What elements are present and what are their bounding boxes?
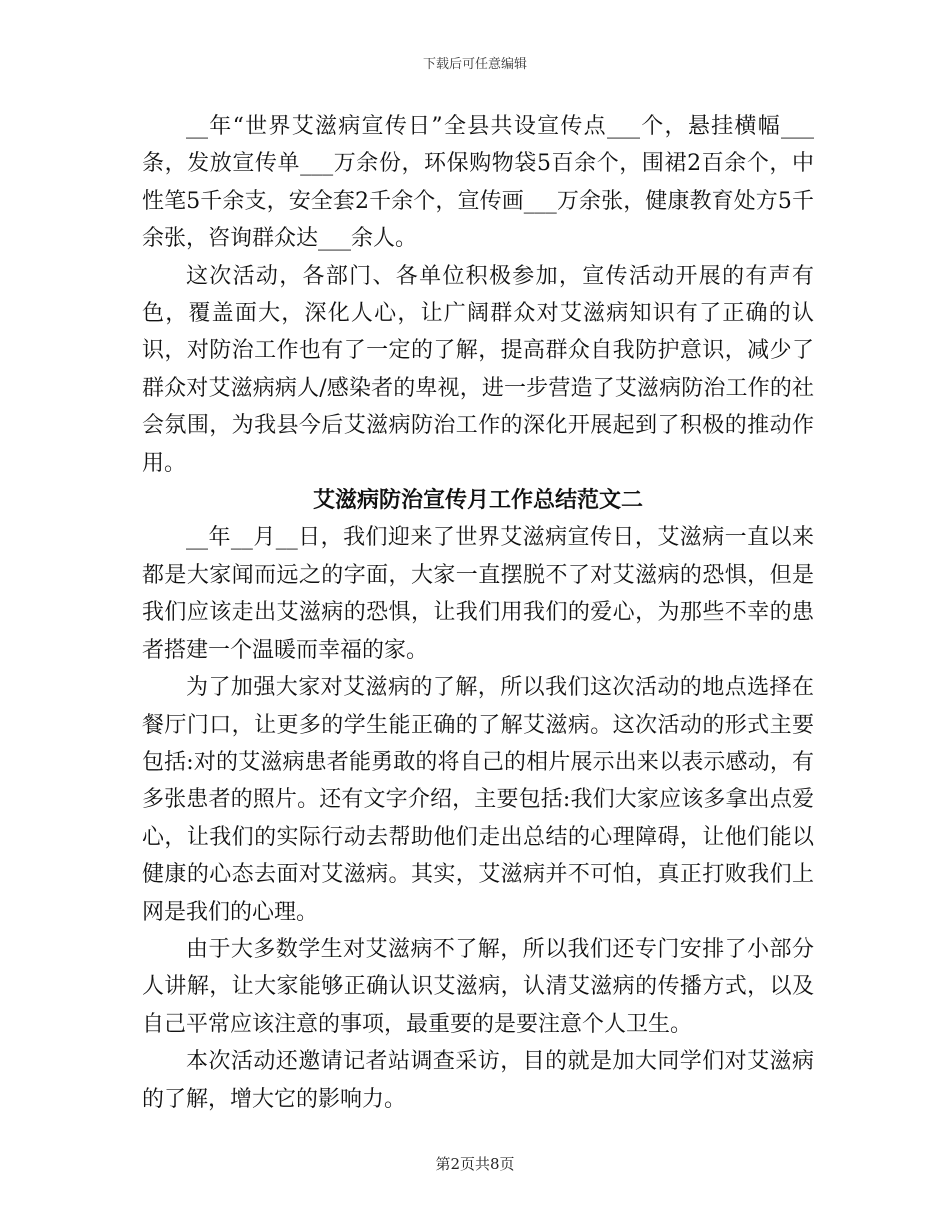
- body-paragraph: 本次活动还邀请记者站调查采访，目的就是加大同学们对艾滋病的了解，增大它的影响力。: [142, 1049, 814, 1112]
- document-body: [142, 108, 814, 1118]
- body-paragraph: __年__月__日，我们迎来了世界艾滋病宣传日，艾滋病一直以来都是大家闻而远之的字面，大家一直摆脱不了对艾滋病的恐惧，但是我们应该走出艾滋病的恐惧，让我们用我们的爱心，为那些不幸的患者搭建一个温暖而幸福的家。: [142, 525, 814, 663]
- body-paragraph: 这次活动，各部门、各单位积极参加，宣传活动开展的有声有色，覆盖面大，深化人心，让广阔群众对艾滋病知识有了正确的认识，对防治工作也有了一定的了解，提高群众自我防护意识，减少了群众对艾滋病病人/感染者的卑视，进一步营造了艾滋病防治工作的社会氛围，为我县今后艾滋病防治工作的深化开展起到了积极的推动作用。: [142, 263, 814, 476]
- body-paragraph: 由于大多数学生对艾滋病不了解，所以我们还专门安排了小部分人讲解，让大家能够正确认识艾滋病，认清艾滋病的传播方式，以及自己平常应该注意的事项，最重要的是要注意个人卫生。: [142, 936, 814, 1037]
- section-title: 艾滋病防治宣传月工作总结范文二: [312, 488, 643, 514]
- body-paragraph: __年“世界艾滋病宣传日”全县共设宣传点___个，悬挂横幅___条，发放宣传单___万余份，环保购物袋5百余个，围裙2百余个，中性笔5千余支，安全套2千余个，宣传画___万余张，健康教育处方5千余张，咨询群众达___余人。: [142, 114, 814, 252]
- body-paragraph: 为了加强大家对艾滋病的了解，所以我们这次活动的地点选择在餐厅门口，让更多的学生能正确的了解艾滋病。这次活动的形式主要包括:对的艾滋病患者能勇敢的将自己的相片展示出来以表示感动，有多张患者的照片。还有文字介绍，主要包括:我们大家应该多拿出点爱心，让我们的实际行动去帮助他们走出总结的心理障碍，让他们能以健康的心态去面对艾滋病。其实，艾滋病并不可怕，真正打败我们上网是我们的心理。: [142, 675, 814, 925]
- page-footer: 第2页共8页: [435, 1155, 515, 1173]
- page-header: 下载后可任意编辑: [422, 57, 527, 72]
